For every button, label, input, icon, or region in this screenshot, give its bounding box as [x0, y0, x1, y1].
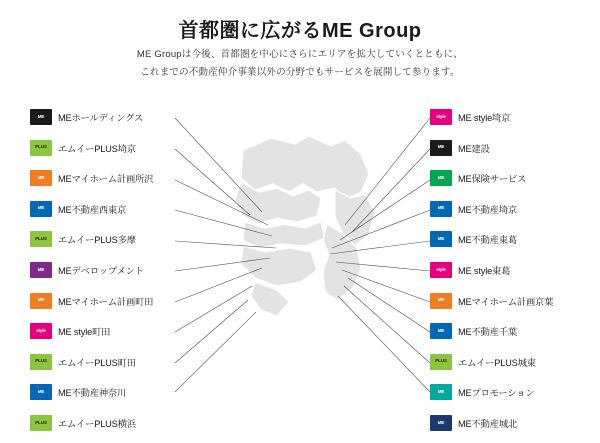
- company-logo-badge: ME: [430, 231, 452, 247]
- list-item[interactable]: [30, 351, 210, 373]
- company-logo-badge: ME: [430, 170, 452, 186]
- company-logo-badge: style: [30, 323, 52, 339]
- list-item[interactable]: [30, 290, 210, 312]
- company-name: ME不動産埼京: [458, 204, 518, 215]
- company-logo-badge: ME: [30, 293, 52, 309]
- company-name: MEプロモーション: [458, 388, 535, 399]
- company-name: ME不動産千葉: [458, 327, 518, 338]
- list-item[interactable]: [430, 106, 600, 128]
- company-logo-badge: PLUS: [30, 354, 52, 370]
- company-logo-badge: style: [430, 109, 452, 125]
- list-item[interactable]: [30, 320, 210, 342]
- list-item[interactable]: [430, 351, 600, 373]
- company-name: エムイーPLUS町田: [58, 357, 136, 368]
- company-name: ME style埼京: [458, 113, 511, 123]
- company-logo-badge: PLUS: [30, 231, 52, 247]
- kanto-map: [185, 130, 415, 380]
- list-item[interactable]: [430, 259, 600, 281]
- company-name: MEマイホーム計画所沢: [58, 174, 154, 185]
- company-name: エムイーPLUS城東: [458, 357, 536, 368]
- company-logo-badge: ME: [430, 140, 452, 156]
- company-name: エムイーPLUS横浜: [58, 418, 136, 429]
- company-name: ME style東葛: [458, 265, 511, 276]
- company-logo-badge: ME: [430, 293, 452, 309]
- company-logo-badge: ME: [430, 415, 452, 431]
- left-company-list: [30, 106, 210, 443]
- list-item[interactable]: [430, 198, 600, 220]
- company-logo-badge: ME: [30, 262, 52, 278]
- list-item[interactable]: [30, 259, 210, 281]
- company-name: MEデベロップメント: [58, 265, 144, 276]
- page-subtitle: [0, 46, 600, 82]
- company-name: MEマイホーム計画京葉: [458, 296, 554, 307]
- list-item[interactable]: [430, 320, 600, 342]
- company-logo-badge: ME: [30, 201, 52, 217]
- company-name: MEホールディングス: [58, 113, 144, 123]
- company-name: ME style町田: [58, 327, 111, 338]
- company-name: エムイーPLUS多摩: [58, 235, 136, 246]
- list-item[interactable]: [30, 167, 210, 189]
- right-company-list: [430, 106, 600, 443]
- company-logo-badge: ME: [30, 384, 52, 400]
- company-logo-badge: ME: [430, 323, 452, 339]
- company-name: ME不動産東葛: [458, 235, 518, 246]
- company-name: エムイーPLUS埼京: [58, 143, 136, 154]
- company-logo-badge: style: [430, 262, 452, 278]
- list-item[interactable]: [430, 137, 600, 159]
- subtitle-line-1: ME Groupは今後、首都圏を中心にさらにエリアを拡大していくとともに、: [136, 49, 464, 60]
- company-logo-badge: ME: [30, 170, 52, 186]
- list-item[interactable]: [430, 381, 600, 403]
- subtitle-line-2: これまでの不動産仲介事業以外の分野でもサービスを展開して参ります。: [140, 67, 460, 79]
- company-logo-badge: ME: [30, 109, 52, 125]
- list-item[interactable]: [30, 106, 210, 128]
- company-name: MEマイホーム計画町田: [58, 296, 154, 307]
- list-item[interactable]: [430, 167, 600, 189]
- company-logo-badge: PLUS: [430, 354, 452, 370]
- company-name: ME不動産城北: [458, 418, 518, 429]
- list-item[interactable]: [30, 381, 210, 403]
- list-item[interactable]: [430, 228, 600, 250]
- list-item[interactable]: [30, 412, 210, 434]
- company-logo-badge: PLUS: [30, 140, 52, 156]
- company-name: ME不動産西東京: [58, 204, 127, 215]
- list-item[interactable]: [30, 137, 210, 159]
- page-title: 首都圏に広がるME Group: [178, 20, 422, 42]
- company-name: ME保険サービス: [458, 174, 527, 185]
- company-logo-badge: ME: [430, 201, 452, 217]
- list-item[interactable]: [30, 228, 210, 250]
- company-name: ME不動産神奈川: [58, 388, 127, 399]
- list-item[interactable]: [430, 412, 600, 434]
- list-item[interactable]: [430, 290, 600, 312]
- company-name: ME建設: [458, 143, 490, 154]
- company-logo-badge: PLUS: [30, 415, 52, 431]
- list-item[interactable]: [30, 198, 210, 220]
- company-logo-badge: ME: [430, 384, 452, 400]
